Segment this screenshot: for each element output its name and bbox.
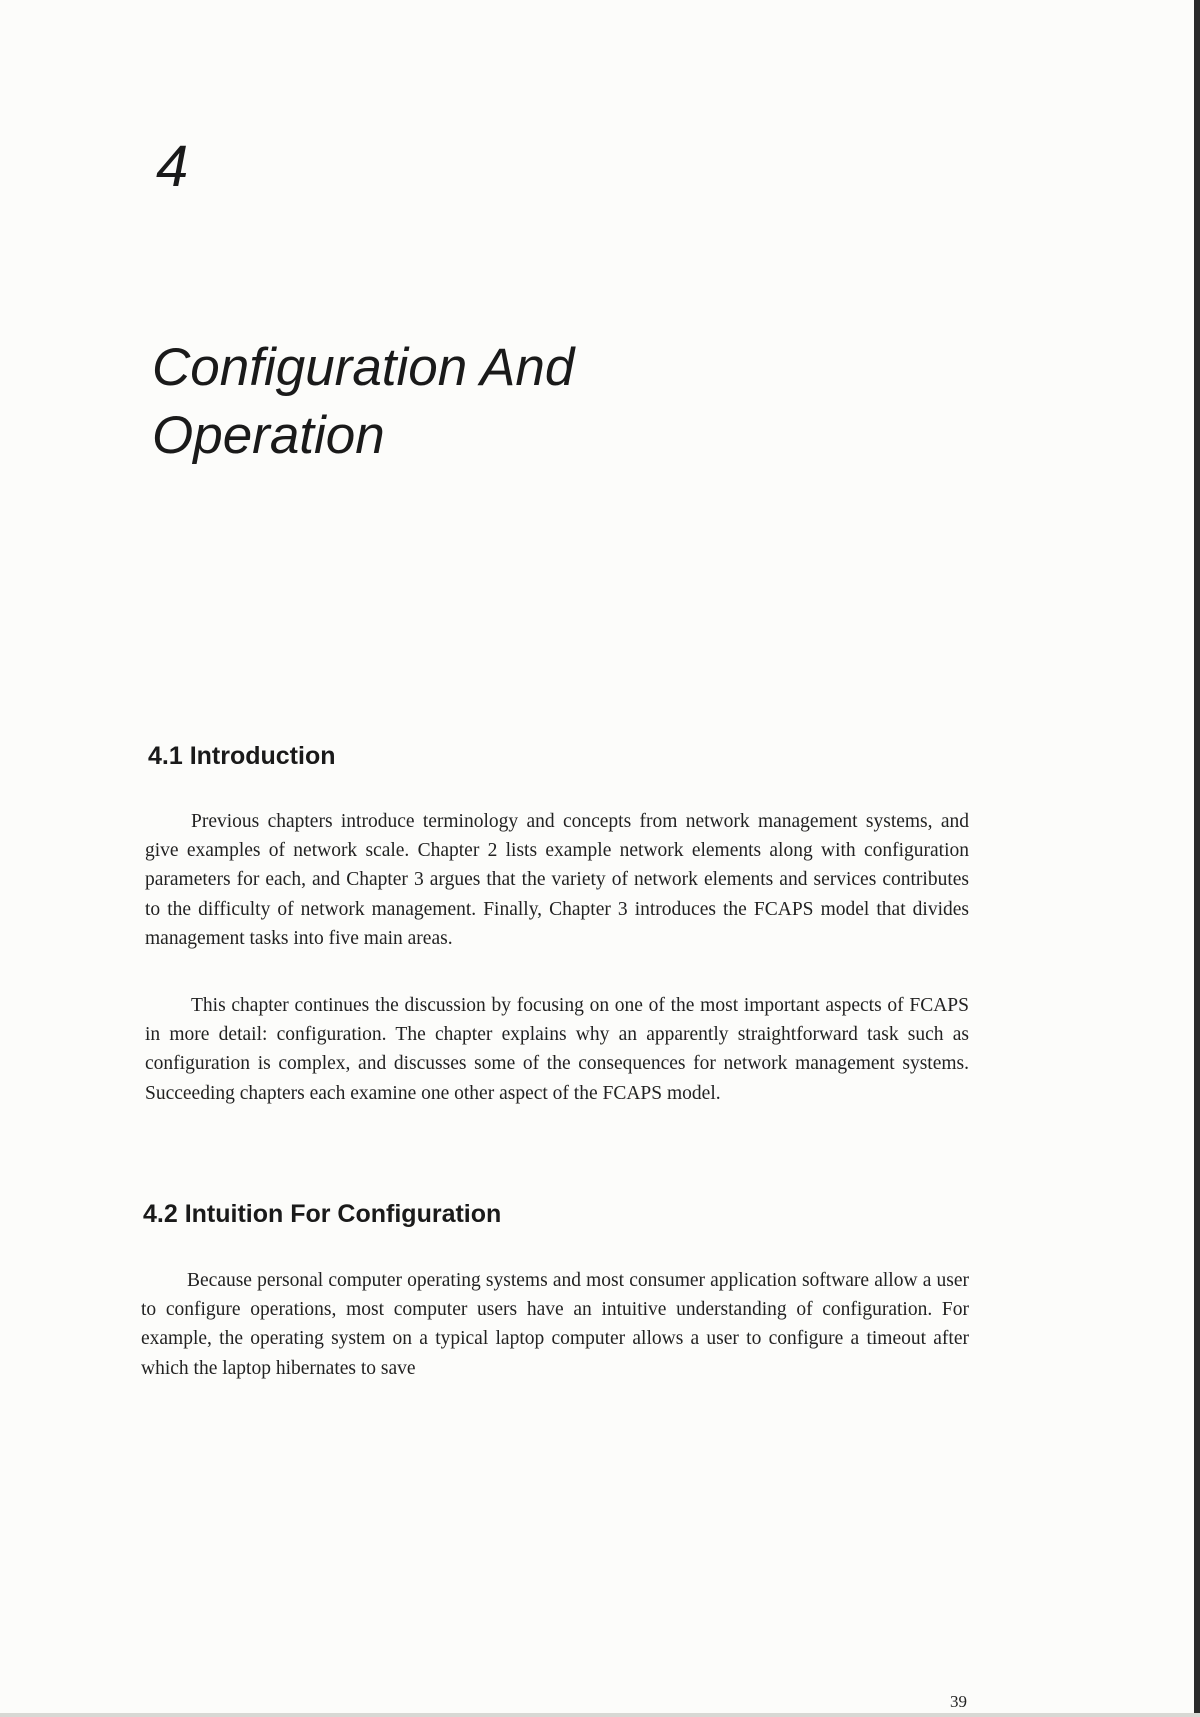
paragraph: Previous chapters introduce terminology and concepts from network management systems, and give examples of network scale. Chapter 2 lists example network elements along with configuration parameters for each, and Chapter 3 argues that the variety of network elements and services contributes to the difficulty of network management. Finally, Chapter 3 introduces the FCAPS model that divides management tasks into five main areas. — [145, 811, 969, 949]
chapter-title-line-2: Operation — [152, 406, 385, 465]
section-heading-introduction: 4.1 Introduction — [148, 742, 336, 770]
chapter-title-line-1: Configuration And — [152, 338, 575, 397]
paragraph: This chapter continues the discussion by focusing on one of the most important aspects of FCAPS in more detail: configuration. The chapter explains why an apparently straightforward task such as configuration is complex, and discusses some of the consequences for network management systems. Succeeding chapters each examine one other aspect of the FCAPS model. — [145, 995, 969, 1104]
page-bottom-edge — [0, 1713, 1200, 1717]
chapter-number: 4 — [156, 134, 189, 199]
page-number: 39 — [950, 1692, 967, 1711]
section-heading-intuition: 4.2 Intuition For Configuration — [143, 1200, 502, 1228]
page-edge-shadow — [1194, 0, 1200, 1717]
chapter-title — [152, 334, 852, 470]
paragraph: Because personal computer operating systems and most consumer application software allow a user to configure operations, most computer users have an intuitive understanding of configuration. For example, the operating system on a typical laptop computer allows a user to configure a timeout after which the laptop hibernates to save — [141, 1270, 969, 1379]
